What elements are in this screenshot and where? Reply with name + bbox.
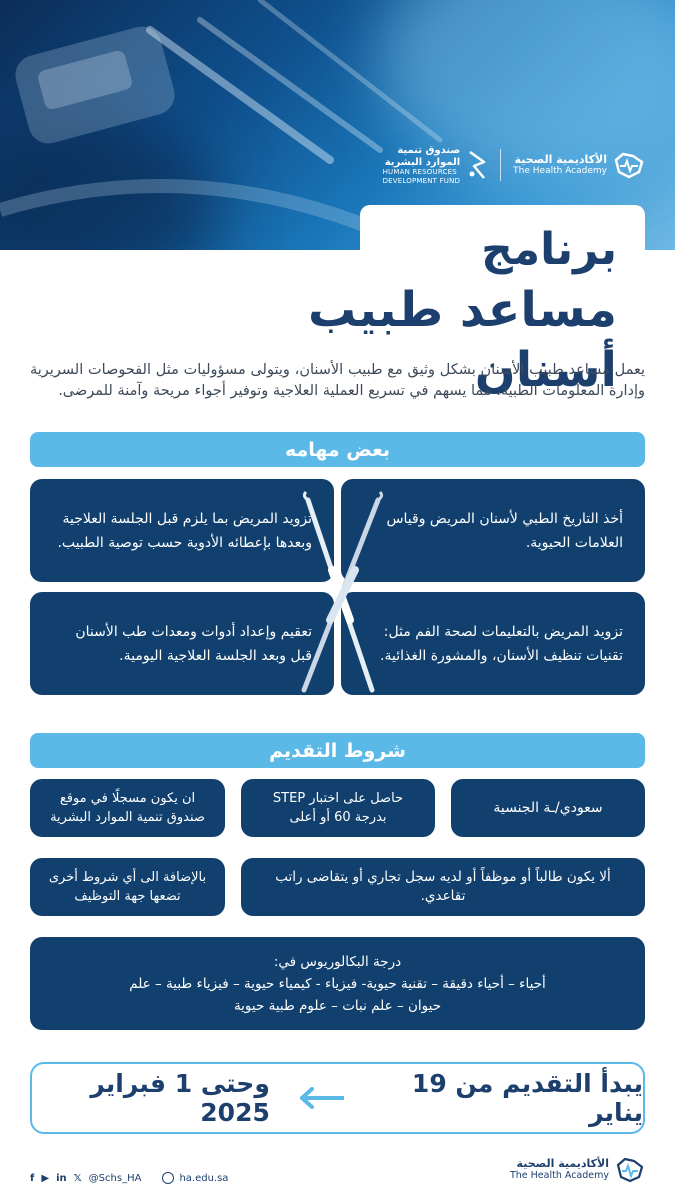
degree-title: درجة البكالوريوس في: [273, 953, 402, 970]
academy-name-en: The Health Academy [513, 166, 607, 177]
dental-tools-icon [280, 490, 400, 700]
condition-degree [30, 937, 645, 1030]
footer-academy-ar: الأكاديمية الصحية [516, 1157, 609, 1171]
condition-registered [30, 779, 225, 837]
footer-academy-en: The Health Academy [509, 1169, 609, 1181]
task-text: تعقيم وإعداد أدوات ومعدات طب الأسنان قبل وبعد الجلسة العلاجية اليومية. [75, 623, 312, 664]
health-academy-logo [513, 150, 645, 180]
title-line-role: مساعد طبيب أسنان [307, 282, 617, 398]
condition-text: حاصل على اختبار STEP بدرجة 60 أو أعلى [272, 791, 404, 825]
academy-name-ar: الأكاديمية الصحية [514, 152, 607, 166]
globe-icon [162, 1172, 174, 1184]
condition-text: ان يكون مسجلًا في موقع صندوق تنمية الموارد البشرية [50, 791, 205, 825]
start-date: يبدأ التقديم من 19 يناير [411, 1069, 643, 1127]
footer-academy-logo [510, 1156, 645, 1184]
social-links [30, 1172, 228, 1184]
application-dates [30, 1062, 645, 1134]
hrdf-mark-icon [466, 148, 488, 182]
hrdf-logo [383, 145, 489, 184]
hrdf-name-en-2: DEVELOPMENT FUND [382, 176, 461, 185]
conditions-heading: شروط التقديم [30, 733, 645, 768]
degree-majors-line2: حيوان – علم نبات – علوم طبية حيوية [233, 997, 442, 1014]
hrdf-name-ar-1: صندوق تنمية [397, 145, 461, 157]
hrdf-name-ar-2: الموارد البشرية [384, 156, 461, 168]
x-icon[interactable]: 𝕏 [73, 1172, 82, 1184]
youtube-icon[interactable]: ▶ [41, 1172, 50, 1184]
condition-text: بالإضافة الى أي شروط أخرى تضعها جهة التوظيف [48, 870, 207, 904]
condition-other [30, 858, 225, 916]
condition-text: ألا يكون طالباً أو موظفاً أو لديه سجل تجاري أو يتقاضى راتب تقاعدي. [275, 869, 611, 904]
condition-not-student [241, 858, 645, 916]
task-text: تزويد المريض بالتعليمات لصحة الفم مثل: تقنيات تنظيف الأسنان، والمشورة الغذائية. [380, 623, 623, 664]
footer [0, 1150, 675, 1200]
task-text: تزويد المريض بما يلزم قبل الجلسة العلاجية وبعدها بإعطائه الأدوية حسب توصية الطبيب. [57, 510, 312, 551]
social-handle[interactable]: @Schs_HA [88, 1172, 142, 1184]
intro-paragraph: يعمل مساعد طبيب الأسنان بشكل وثيق مع طبيب الأسنان، ويتولى مسؤوليات مثل الفحوصات السريرية وإدارة المعلومات الطبية، مما يسهم في تسريع العملية العلاجية وتوفير أجواء مريحة وآمنة للمرضى. [30, 362, 645, 399]
header-logos [383, 140, 645, 190]
heartbeat-map-icon [615, 1156, 645, 1184]
website-url: ha.edu.sa [179, 1172, 229, 1184]
task-text: أخذ التاريخ الطبي لأسنان المريض وقياس العلامات الحيوية. [386, 510, 623, 551]
heartbeat-map-icon [613, 150, 645, 180]
hrdf-name-en-1: HUMAN RESOURCES [382, 168, 457, 177]
facebook-icon[interactable]: f [30, 1172, 35, 1184]
title-line-program: برنامج [481, 224, 617, 275]
degree-majors-line1: أحياء – أحياء دقيقة – تقنية حيوية- فيزياء - كيمياء حيوية – فيزياء طبية – علم [129, 975, 546, 992]
condition-nationality [451, 779, 645, 837]
end-date: وحتى 1 فبراير 2025 [90, 1069, 270, 1127]
linkedin-icon[interactable]: in [56, 1172, 67, 1184]
condition-text: سعودي/ـة الجنسية [493, 799, 603, 816]
condition-step [241, 779, 435, 837]
logo-divider [500, 149, 501, 181]
website-link[interactable] [162, 1172, 228, 1184]
arrow-left-icon [298, 1087, 344, 1109]
tasks-heading: بعض مهامه [30, 432, 645, 467]
